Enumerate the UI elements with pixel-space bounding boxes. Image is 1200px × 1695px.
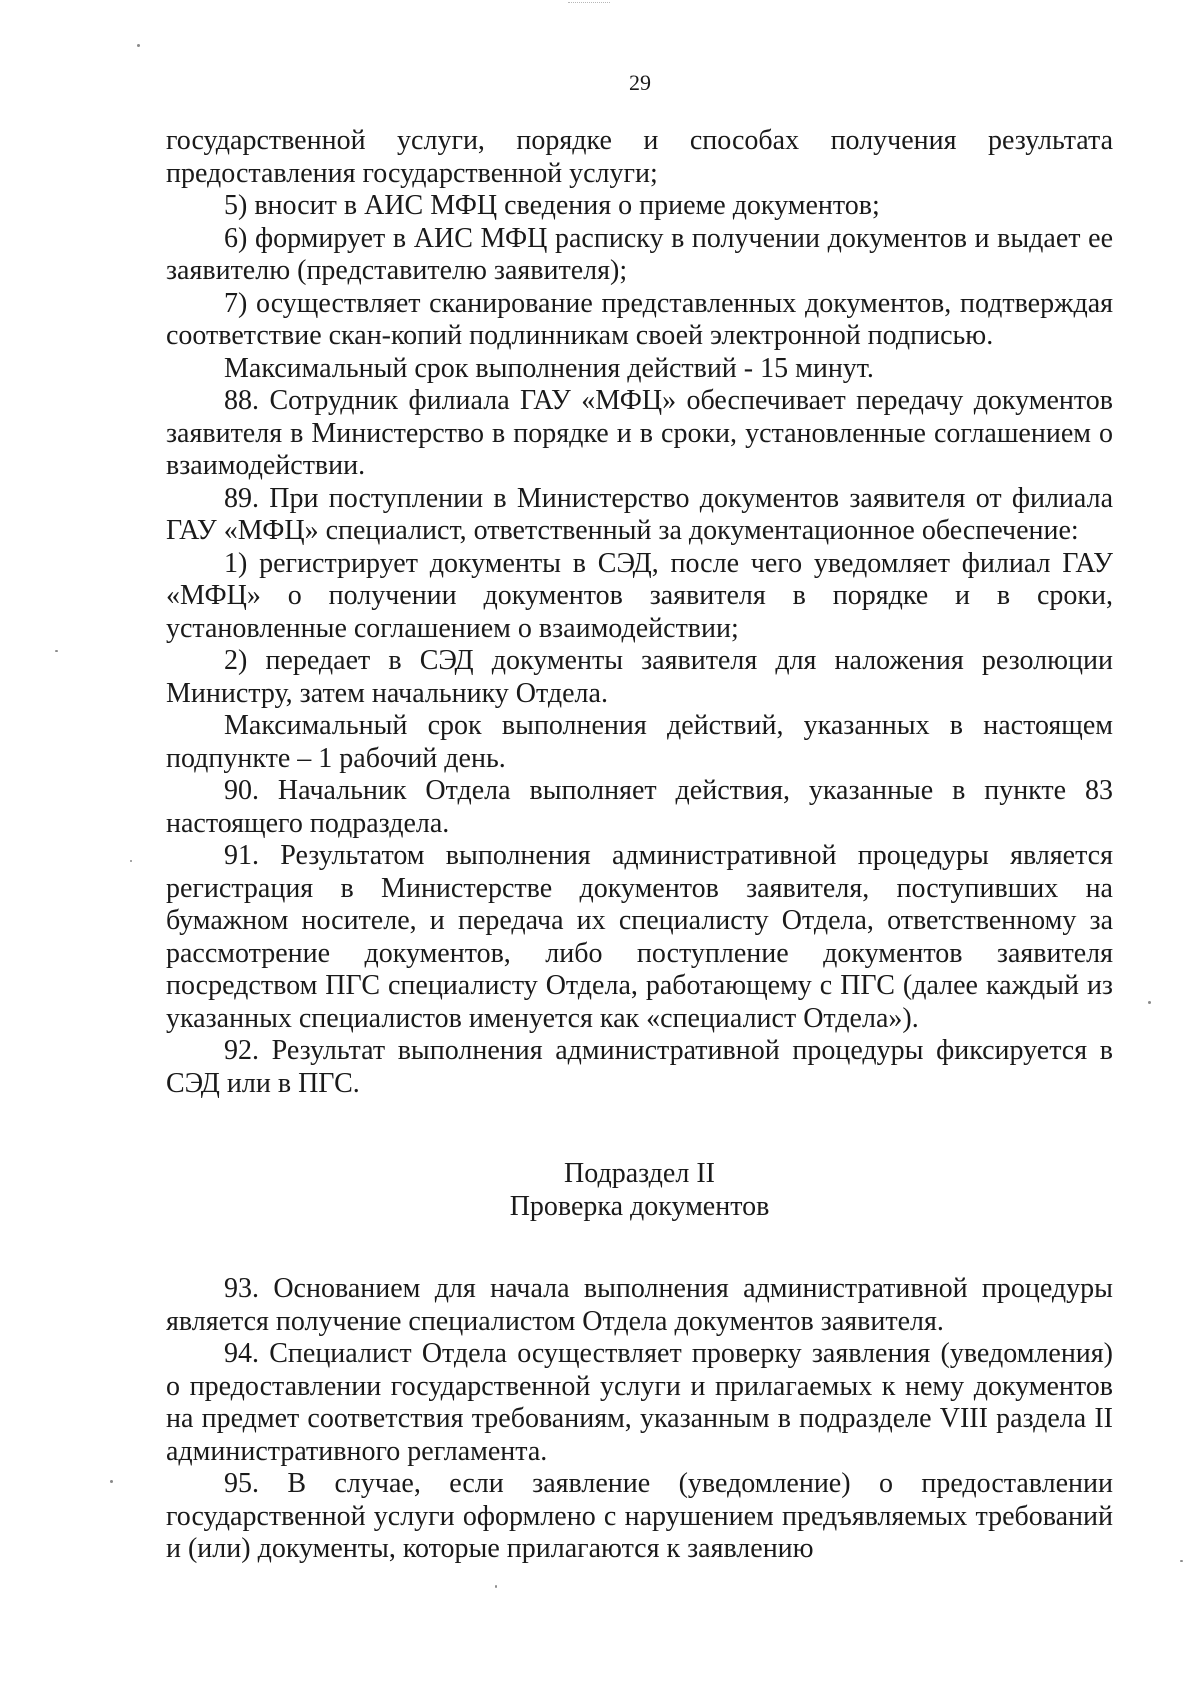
- scan-speck: [110, 1480, 113, 1483]
- paragraph-91: 91. Результатом выполнения административной процедуры является регистрация в Министерстве документов заявителя, поступивших на бумажном носителе, и передача их специалисту Отдела, ответственному за рассмотрение документов, либо поступление документов заявителя посредством ПГС специалисту Отдела, работающему с ПГС (далее каждый из указанных специалистов именуется как «специалист Отдела»).: [166, 840, 1113, 1034]
- list-item-5: 5) вносит в АИС МФЦ сведения о приеме документов;: [224, 190, 880, 221]
- paragraph-93: 93. Основанием для начала выполнения административной процедуры является получение специалистом Отдела документов заявителя.: [166, 1273, 1113, 1337]
- scan-speck: [495, 1585, 497, 1588]
- list-item-6: 6) формирует в АИС МФЦ расписку в получении документов и выдает ее заявителю (представителю заявителя);: [166, 222, 1113, 286]
- scan-speck: [55, 650, 58, 652]
- scan-speck: [1148, 1001, 1151, 1004]
- scan-speck: [130, 860, 132, 862]
- list-item-1: 1) регистрирует документы в СЭД, после чего уведомляет филиал ГАУ «МФЦ» о получении документов заявителя в порядке и в сроки, установленные соглашением о взаимодействии;: [166, 547, 1113, 644]
- page-number: 29: [629, 70, 651, 95]
- paragraph-95: 95. В случае, если заявление (уведомление) о предоставлении государственной услуги оформлено с нарушением предъявляемых требований и (или) документы, которые прилагаются к заявлению: [166, 1468, 1113, 1564]
- paragraph-max-term-2: Максимальный срок выполнения действий, указанных в настоящем подпункте – 1 рабочий день.: [166, 710, 1113, 774]
- paragraph-88: 88. Сотрудник филиала ГАУ «МФЦ» обеспечивает передачу документов заявителя в Министерство в порядке и в сроки, установленные соглашением о взаимодействии.: [166, 385, 1113, 481]
- list-item-2: 2) передает в СЭД документы заявителя для наложения резолюции Министру, затем начальнику Отдела.: [166, 645, 1113, 709]
- scan-artifact-mark: [568, 2, 610, 13]
- subsection-number: Подраздел II: [564, 1158, 715, 1189]
- scan-speck: [137, 44, 140, 47]
- paragraph-89: 89. При поступлении в Министерство документов заявителя от филиала ГАУ «МФЦ» специалист, ответственный за документационное обеспечение:: [166, 482, 1113, 546]
- scan-speck: [1180, 1560, 1183, 1562]
- paragraph-94: 94. Специалист Отдела осуществляет проверку заявления (уведомления) о предоставлении государственной услуги и прилагаемых к нему документов на предмет соответствия требованиям, указанным в подразделе VIII раздела II административного регламента.: [166, 1338, 1113, 1467]
- paragraph-continuation: государственной услуги, порядке и способах получения результата предоставления государственной услуги;: [166, 125, 1113, 189]
- document-body: [166, 125, 1113, 1566]
- paragraph-90: 90. Начальник Отдела выполняет действия, указанные в пункте 83 настоящего подраздела.: [166, 775, 1113, 839]
- paragraph-92: 92. Результат выполнения административной процедуры фиксируется в СЭД или в ПГС.: [166, 1035, 1113, 1099]
- paragraph-max-term: Максимальный срок выполнения действий - 15 минут.: [224, 352, 874, 384]
- list-item-7: 7) осуществляет сканирование представленных документов, подтверждая соответствие скан-копий подлинникам своей электронной подписью.: [166, 287, 1113, 351]
- subsection-title: Проверка документов: [509, 1190, 770, 1222]
